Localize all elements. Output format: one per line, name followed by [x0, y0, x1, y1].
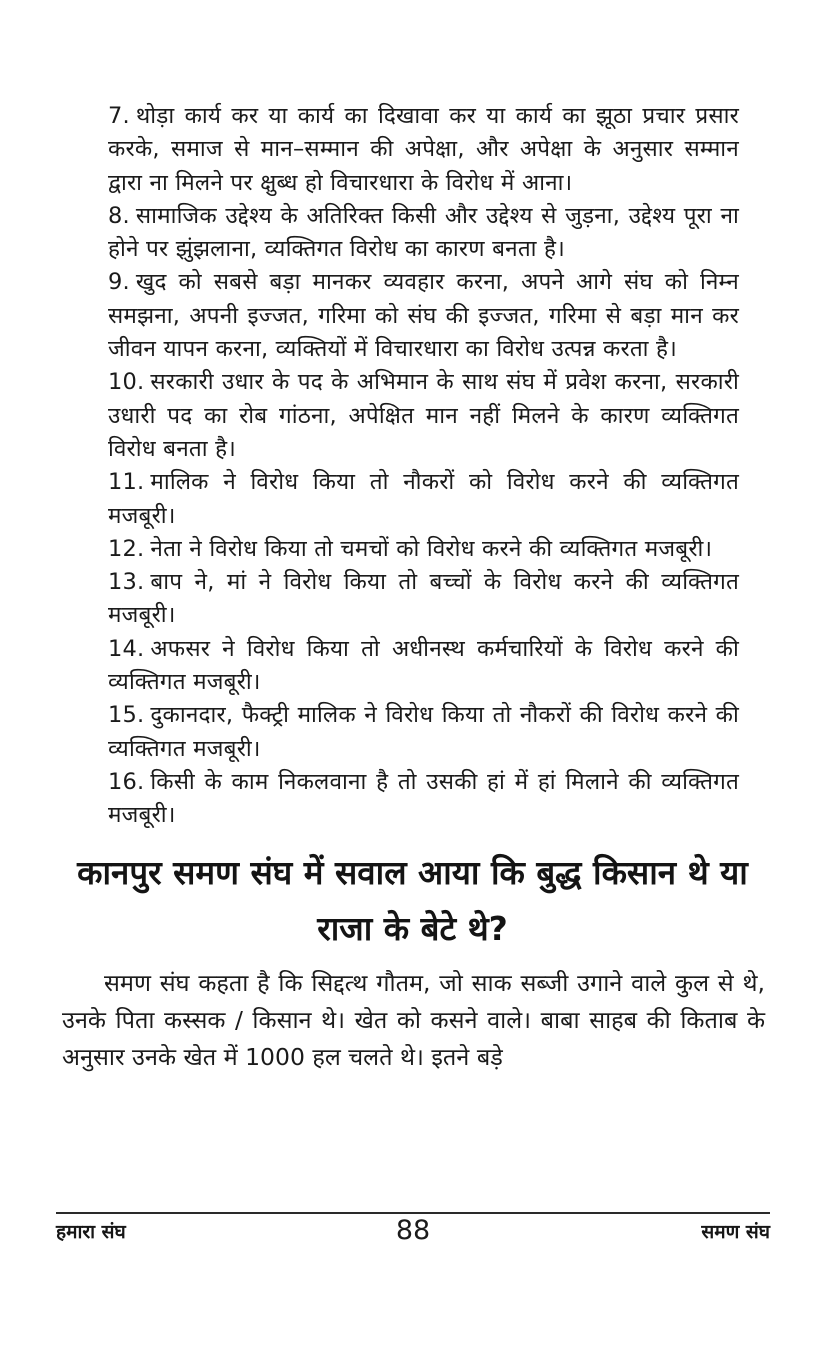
list-item-7	[108, 100, 739, 200]
list-item-10	[108, 366, 739, 466]
list-item-text: अफसर ने विरोध किया तो अधीनस्थ कर्मचारियों के विरोध करने की व्यक्तिगत मजबूरी।	[108, 635, 739, 696]
list-item-14	[108, 633, 739, 700]
footer-left-title: हमारा संघ	[56, 1221, 126, 1243]
footer-right-title: समण संघ	[701, 1221, 770, 1243]
list-item-number: 9.	[108, 269, 130, 296]
list-item-15	[108, 699, 739, 766]
page-number: 88	[395, 1215, 431, 1246]
body-paragraph-wrap	[0, 957, 825, 1076]
list-item-12	[108, 533, 739, 566]
list-item-number: 10.	[108, 369, 145, 396]
list-item-number: 16.	[108, 768, 145, 795]
list-item-number: 11.	[108, 469, 145, 496]
section-heading: कानपुर समण संघ में सवाल आया कि बुद्ध किसान थे या राजा के बेटे थे?	[77, 852, 748, 948]
list-item-number: 7.	[108, 103, 130, 129]
list-item-number: 12.	[108, 535, 145, 562]
list-item-text: बाप ने, मां ने विरोध किया तो बच्चों के विरोध करने की व्यक्तिगत मजबूरी।	[108, 569, 739, 629]
list-item-text: दुकानदार, फैक्ट्री मालिक ने विरोध किया तो नौकरों की विरोध करने की व्यक्तिगत मजबूरी।	[108, 702, 739, 762]
list-item-text: खुद को सबसे बड़ा मानकर व्यवहार करना, अपने आगे संघ को निम्न समझना, अपनी इज्जत, गरिमा को संघ की इज्जत, गरिमा से बड़ा मान कर जीवन यापन करना, व्यक्तियों में विचारधारा का विरोध उत्पन्न करता है।	[108, 269, 739, 363]
list-item-text: सामाजिक उद्देश्य के अतिरिक्त किसी और उद्देश्य से जुड़ना, उद्देश्य पूरा ना होने पर झुंझलाना, व्यक्तिगत विरोध का कारण बनता है।	[108, 202, 739, 263]
list-item-number: 14.	[108, 635, 145, 662]
list-item-11	[108, 466, 739, 533]
section-heading-wrap	[0, 833, 825, 957]
page-footer	[56, 1212, 770, 1246]
list-item-16	[108, 766, 739, 833]
body-paragraph: समण संघ कहता है कि सिद्दत्थ गौतम, जो साक सब्जी उगाने वाले कुल से थे, उनके पिता कस्सक / किसान थे। खेत को कसने वाले। बाबा साहब की किताब के अनुसार उनके खेत में 1000 हल चलते थे। इतने बड़े	[62, 968, 765, 1071]
list-item-9	[108, 266, 739, 366]
list-item-text: किसी के काम निकलवाना है तो उसकी हां में हां मिलाने की व्यक्तिगत मजबूरी।	[108, 768, 739, 829]
list-item-text: नेता ने विरोध किया तो चमचों को विरोध करने की व्यक्तिगत मजबूरी।	[150, 535, 713, 562]
list-item-number: 8.	[108, 202, 130, 229]
list-item-number: 13.	[108, 569, 145, 596]
list-item-text: मालिक ने विरोध किया तो नौकरों को विरोध करने की व्यक्तिगत मजबूरी।	[108, 469, 739, 529]
list-item-8	[108, 200, 739, 267]
list-item-13	[108, 566, 739, 633]
list-item-text: थोड़ा कार्य कर या कार्य का दिखावा कर या कार्य का झूठा प्रचार प्रसार करके, समाज से मान–सम्मान की अपेक्षा, और अपेक्षा के अनुसार सम्मान द्वारा ना मिलने पर क्षुब्ध हो विचारधारा के विरोध में आना।	[108, 103, 739, 196]
list-item-text: सरकारी उधार के पद के अभिमान के साथ संघ में प्रवेश करना, सरकारी उधारी पद का रोब गांठना, अपेक्षित मान नहीं मिलने के कारण व्यक्तिगत विरोध बनता है।	[108, 369, 739, 462]
list-item-number: 15.	[108, 702, 145, 729]
